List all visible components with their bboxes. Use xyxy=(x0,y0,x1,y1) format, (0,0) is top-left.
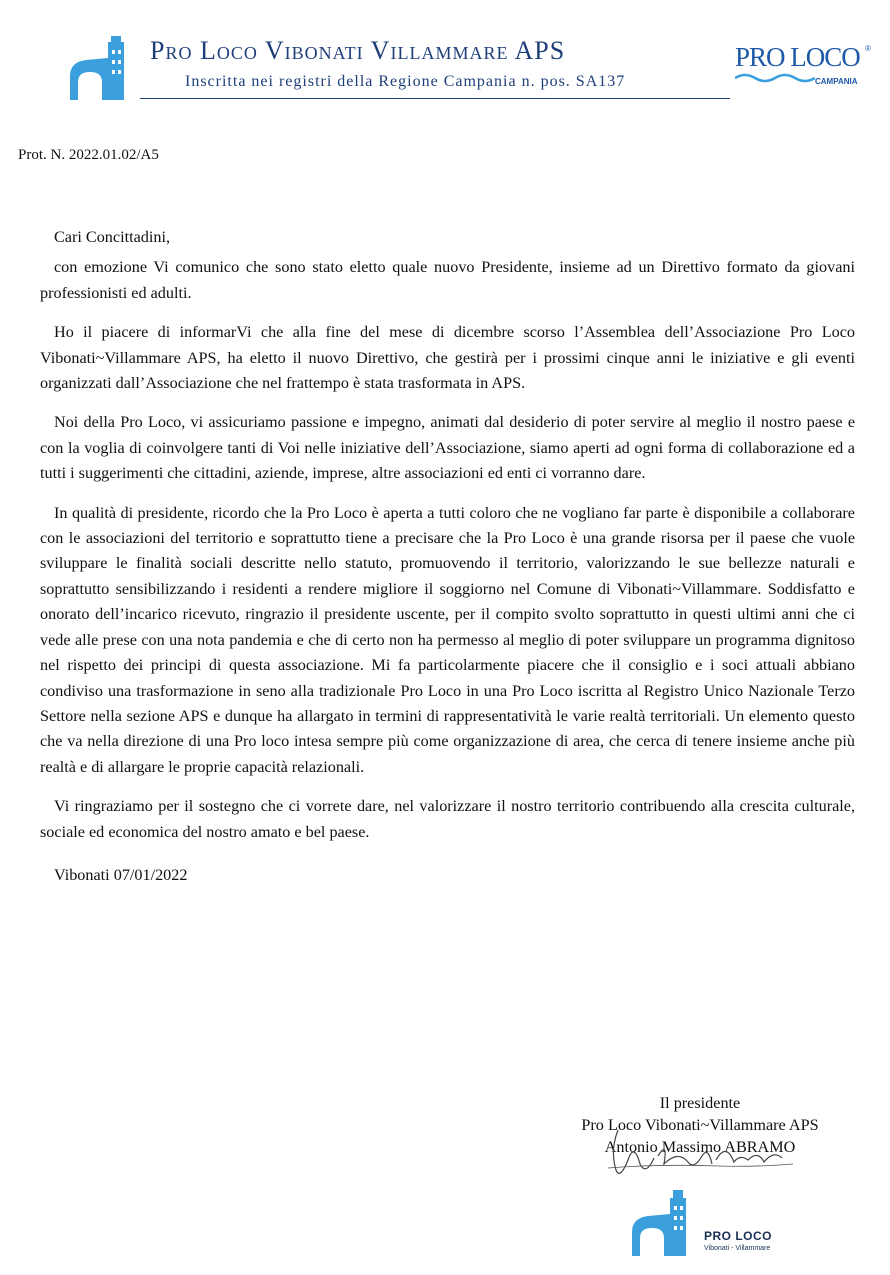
registered-mark: ® xyxy=(865,44,871,53)
brand-region: CAMPANIA xyxy=(815,77,858,86)
header-divider xyxy=(140,98,730,99)
paragraph: Ho il piacere di informarVi che alla fine del mese di dicembre scorso l’Assemblea dell’Associazione Pro Loco Vibonati~Villammare APS, ha eletto il nuovo Direttivo, che gestirà per i prossimi cinque anni le iniziative e gli eventi organizzati dall’Associazione che nel frattempo è stata trasformata in APS. xyxy=(40,323,855,393)
date-line: Vibonati 07/01/2022 xyxy=(54,865,188,884)
paragraph: In qualità di presidente, ricordo che la Pro Loco è aperta a tutti coloro che ne vogliano far parte è disponibile a collaborare con le associazioni del territorio e soprattutto tiene a precisare che la Pro Loco è una grande risorsa per il paese che vuole sviluppare le finalità sociali descritte nello statuto, promuovendo il territorio, valorizzando le sue bellezze naturali e soprattutto sensibilizzando i residenti a rendere migliore il soggiorno nel Comune di Vibonati~Villammare. Soddisfatto e onorato dell’incarico ricevuto, ringrazio il presidente uscente, per il compito svolto soprattutto in questi ultimi anni che ci vede alle prese con una nota pandemia e che di certo non ha permesso al meglio di poter sviluppare un programma dignitoso nel rispetto dei principi di questa associazione. Mi fa particolarmente piacere che il consiglio e i soci attuali abbiano condiviso una trasformazione in seno alla tradizionale Pro Loco in una Pro Loco iscritta al Registro Unico Nazionale Terzo Settore nella sezione APS e dunque ha allargato in termini di rappresentatività le varie realtà territoriali. Un elemento questo che va nella direzione di una Pro loco intesa sempre più come organizzazione di area, che cerca di tenere insieme anche più realtà e di allargare le proprie capacità relazionali. xyxy=(40,503,855,776)
church-arch-logo-icon xyxy=(68,36,138,100)
signature-org: Pro Loco Vibonati~Villammare APS xyxy=(581,1116,819,1134)
signature-role: Il presidente xyxy=(659,1094,741,1112)
footer-subtitle: Vibonati - Villammare xyxy=(704,1245,771,1252)
header-title: Pro Loco Vibonati Villammare APS xyxy=(150,36,566,65)
paragraph: Noi della Pro Loco, vi assicuriamo passione e impegno, animati dal desiderio di poter servire al meglio il nostro paese e con la voglia di coinvolgere tanti di Voi nelle iniziative dell’Associazione, siamo aperti ad ogni forma di collaborazione ed a tutti i suggerimenti che cittadini, aziende, imprese, altre associazioni ed enti ci vorranno dare. xyxy=(40,413,855,483)
greeting: Cari Concittadini, xyxy=(54,228,170,246)
protocol-number: Prot. N. 2022.01.02/A5 xyxy=(18,147,159,163)
wave-icon xyxy=(735,72,815,84)
letter-body xyxy=(40,225,855,902)
paragraph: Vi ringraziamo per il sostegno che ci vorrete dare, nel valorizzare il nostro territorio contribuendo alla crescita culturale, sociale ed economica del nostro amato e bel paese. xyxy=(40,797,855,841)
brand-text: PRO LOCO xyxy=(735,42,860,72)
header-subtitle: Inscritta nei registri della Regione Campania n. pos. SA137 xyxy=(185,73,626,90)
footer-name: PRO LOCO xyxy=(704,1229,773,1243)
signature-name: Antonio Massimo ABRAMO xyxy=(604,1138,796,1156)
pro-loco-campania-logo xyxy=(735,42,875,92)
church-arch-footer-icon xyxy=(630,1190,700,1256)
handwritten-signature xyxy=(598,1120,798,1186)
paragraph: con emozione Vi comunico che sono stato eletto quale nuovo Presidente, insieme ad un Direttivo formato da giovani professionisti ed adulti. xyxy=(40,258,855,302)
